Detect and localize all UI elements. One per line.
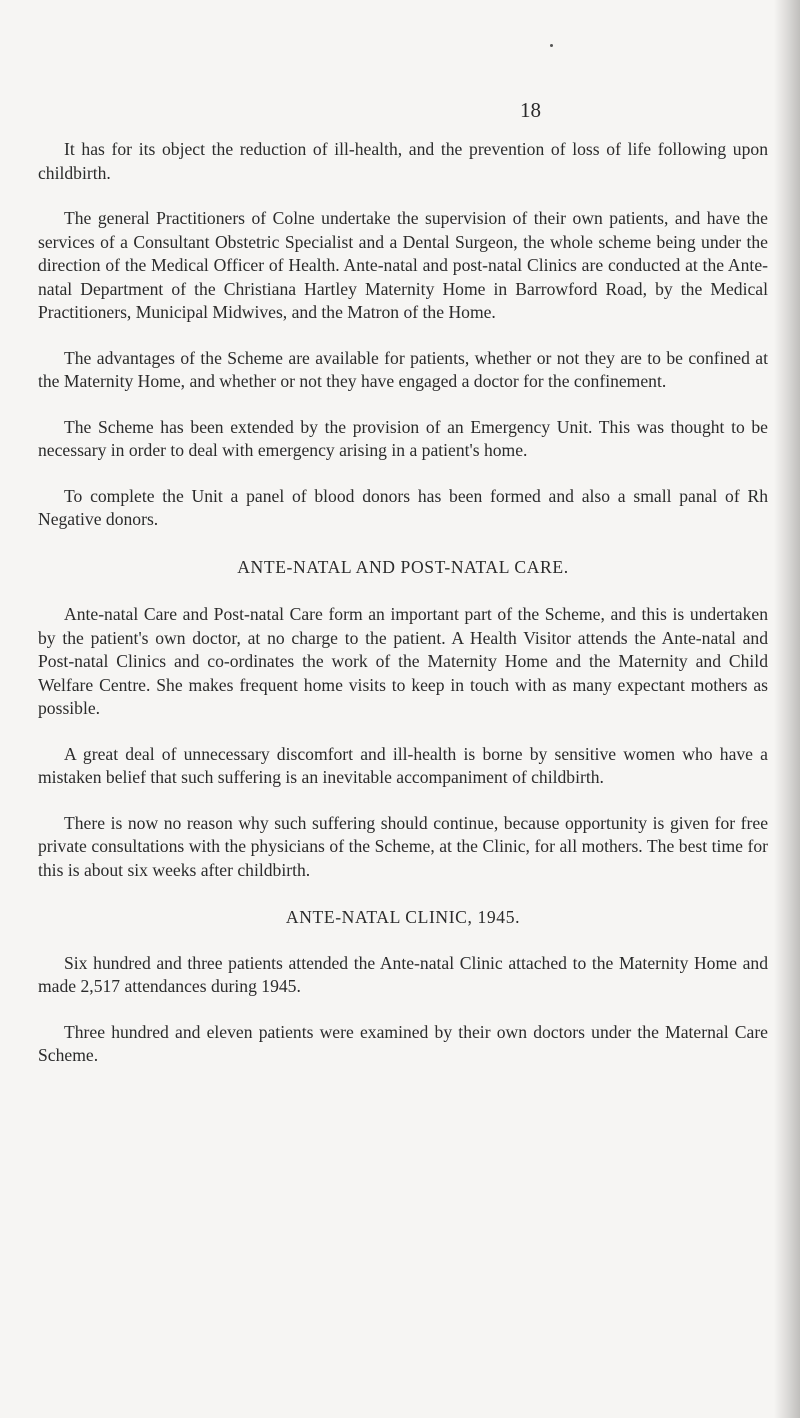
- document-body: [38, 138, 768, 1068]
- paragraph-consultations: There is now no reason why such suffering should continue, because opportunity is given for free private consultations with the physicians of the Scheme, at the Clinic, for all mothers. The best time for this is about six weeks after childbirth.: [38, 812, 768, 880]
- scan-speck: [550, 44, 553, 47]
- paragraph-maternal-care-scheme: Three hundred and eleven patients were examined by their own doctors under the Maternal Care Scheme.: [38, 1021, 768, 1065]
- page-edge-shadow: [774, 0, 800, 1418]
- page-number: 18: [520, 98, 541, 122]
- section-heading-clinic: ANTE-NATAL CLINIC, 1945.: [285, 907, 521, 927]
- paragraph-emergency-unit: The Scheme has been extended by the provision of an Emergency Unit. This was thought to be necessary in order to deal with emergency arising in a patient's home.: [38, 416, 768, 460]
- paragraph-ante-post-natal-care: Ante-natal Care and Post-natal Care form an important part of the Scheme, and this is undertaken by the patient's own doctor, at no charge to the patient. A Health Visitor attends the Ante-natal and Post-natal Clinics and co-ordinates the work of the Maternity Home and the Maternity and Child Welfare Centre. She makes frequent home visits to keep in touch with as many expectant mothers as possible.: [38, 604, 768, 718]
- paragraph-blood-donors: To complete the Unit a panel of blood donors has been formed and also a small panal of Rh Negative donors.: [38, 485, 768, 529]
- paragraph-general-practitioners: The general Practitioners of Colne undertake the supervision of their own patients, and have the services of a Consultant Obstetric Specialist and a Dental Surgeon, the whole scheme being under the direction of the Medical Officer of Health. Ante-natal and post-natal Clinics are conducted at the Ante-natal Department of the Christiana Hartley Maternity Home in Barrowford Road, by the Medical Practitioners, Municipal Midwives, and the Matron of the Home.: [38, 208, 768, 322]
- paragraph-clinic-attendance: Six hundred and three patients attended the Ante-natal Clinic attached to the Maternity Home and made 2,517 attendances during 1945.: [38, 952, 768, 996]
- section-heading-care: ANTE-NATAL AND POST-NATAL CARE.: [237, 556, 569, 577]
- paragraph-advantages: The advantages of the Scheme are available for patients, whether or not they are to be confined at the Maternity Home, and whether or not they have engaged a doctor for the confinement.: [38, 347, 768, 391]
- paragraph-object: It has for its object the reduction of ill-health, and the prevention of loss of life following upon childbirth.: [38, 139, 768, 183]
- paragraph-discomfort: A great deal of unnecessary discomfort and ill-health is borne by sensitive women who have a mistaken belief that such suffering is an inevitable accompaniment of childbirth.: [38, 743, 768, 787]
